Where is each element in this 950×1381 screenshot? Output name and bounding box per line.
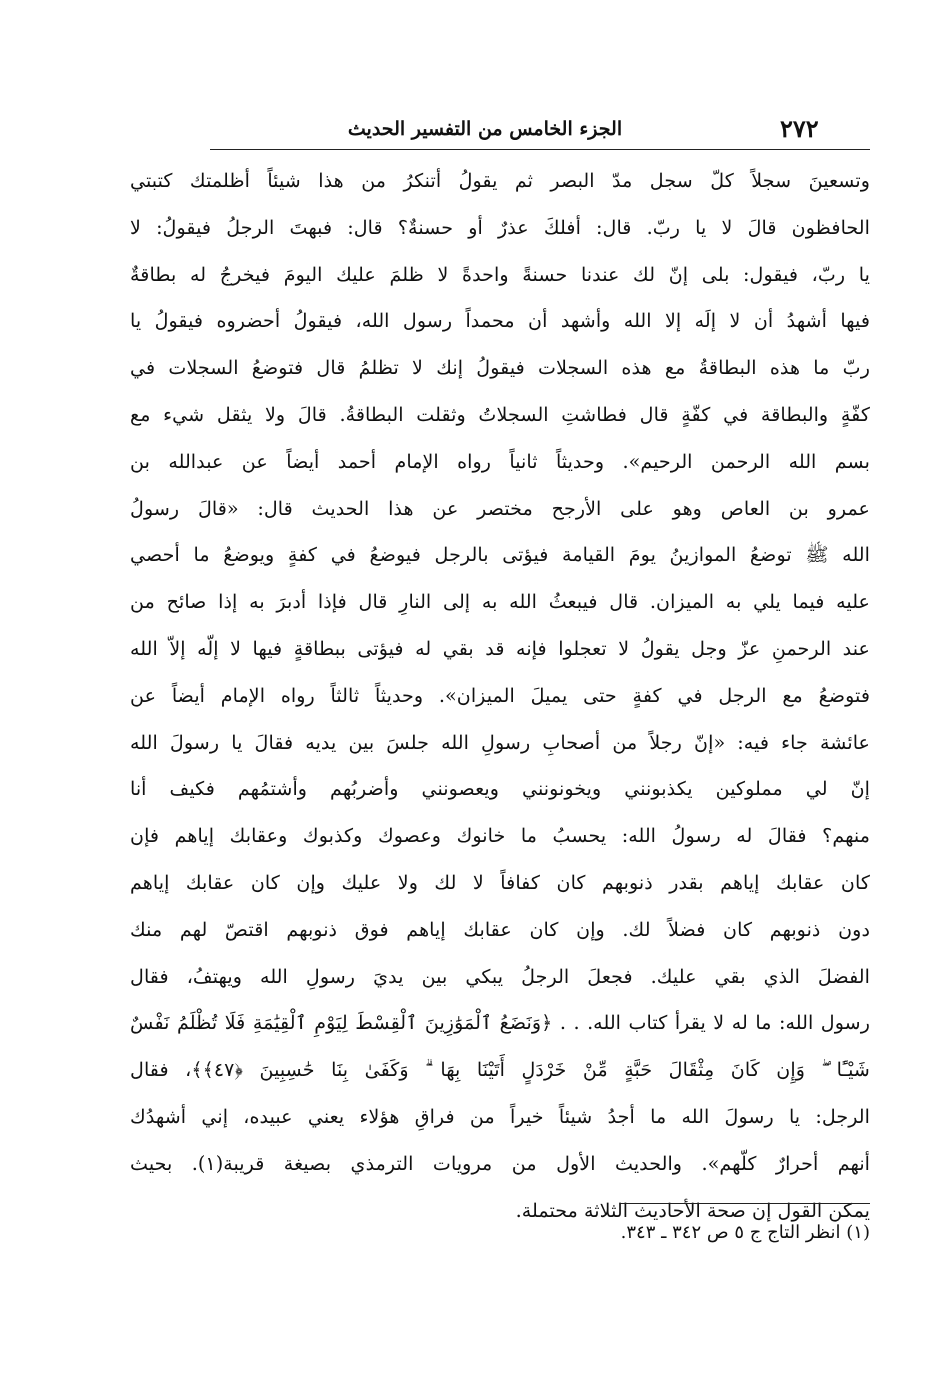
page-number: ٢٧٢ — [780, 114, 819, 143]
body-line: ربّ ما هذه البطاقةُ مع هذه السجلات فيقولُ إنك لا تظلمُ قال فتوضعُ السجلات في — [130, 356, 870, 380]
body-line: كفّةٍ والبطاقة في كفّةٍ قال فطاشتِ السجلاتُ وثقلت البطاقةُ. قالَ ولا يثقل شيء مع — [130, 402, 870, 426]
body-line: أنهم أحرارٌ كلّهم». والحديث الأول من مرويات الترمذي بصيغة قريبة(١). بحيث — [130, 1151, 870, 1175]
body-line: منهم؟ فقالَ له رسولُ الله: يحسبُ ما خانوك وعصوك وكذبوك وعقابك إياهم فإن — [130, 824, 870, 848]
body-text — [130, 158, 870, 1234]
body-line: الفضلَ الذي بقي عليك. فجعلَ الرجلُ يبكي بين يديَ رسولِ الله ويهتفُ، فقال — [130, 964, 870, 988]
body-line: فتوضعُ مع الرجل في كفةٍ حتى يميلَ الميزان». وحديثاً ثالثاً رواه الإمام أيضاً عن — [130, 683, 870, 707]
body-line: عمرو بن العاص وهو على الأرجح مختصر عن هذا الحديث قال: «قالَ رسولُ — [130, 496, 870, 520]
body-line: الحافظون قالَ لا يا ربّ. قال: أفلكَ عذرٌ أو حسنةٌ؟ قال: فبهتَ الرجلُ فيقولُ: لا — [130, 215, 870, 239]
quran-verse-line: رسول الله: ما له لا يقرأ كتاب الله. . . ﴿وَنَضَعُ ٱلْمَوَٰزِينَ ٱلْقِسْطَ لِيَوْمِ ٱلْقِيَٰمَةِ فَلَا تُظْلَمُ نَفْسٌ — [130, 1011, 870, 1035]
footnote: (١) انظر التاج ج ٥ ص ٣٤٢ ـ ٣٤٣. — [620, 1222, 870, 1243]
body-line: الرجل: يا رسولَ الله ما أجدُ شيئاً خيراً من فراقِ هؤلاء يعني عبيده، إني أشهدُك — [130, 1104, 870, 1128]
body-line: دون ذنوبهم كان فضلاً لك. وإن كان عقابك إياهم فوق ذنوبهم اقتصّ لهم منك — [130, 917, 870, 941]
quran-verse-line: شَيْـًٔا ۖ وَإِن كَانَ مِثْقَالَ حَبَّةٍ مِّنْ خَرْدَلٍ أَتَيْنَا بِهَا ۗ وَكَفَىٰ بِنَا حَٰسِبِينَ ﴿٤٧﴾﴾، فقال — [130, 1058, 870, 1082]
body-line: بسم الله الرحمن الرحيم». وحديثاً ثانياً رواه الإمام أحمد أيضاً عن عبدالله بن — [130, 449, 870, 473]
body-line: الله ﷺ توضعُ الموازينُ يومَ القيامة فيؤتى بالرجل فيوضعُ في كفةٍ ويوضعُ ما أحصي — [130, 543, 870, 567]
body-line: كان عقابك إياهم بقدر ذنوبهم كان كفافاً لا لك ولا عليك وإن كان عقابك إياهم — [130, 870, 870, 894]
body-line: يمكن القول إن صحة الأحاديث الثلاثة محتملة. — [515, 1198, 870, 1222]
page-header-title: الجزء الخامس من التفسير الحديث — [347, 118, 623, 140]
body-line: فيها أشهدُ أن لا إلَه إلا الله وأشهد أن محمداً رسول الله، فيقولُ أحضروه فيقولُ يا — [130, 309, 870, 333]
header-rule — [210, 149, 870, 150]
body-line: يا ربّ، فيقول: بلى إنّ لك عندنا حسنةً واحدةً لا ظلمَ عليك اليومَ فيخرجُ له بطاقةٌ — [130, 262, 870, 286]
body-line: عند الرحمنِ عزّ وجل يقولُ لا تعجلوا فإنه قد بقي له فيؤتى ببطاقةٍ فيها لا إلّه إلاّ الله — [130, 636, 870, 660]
body-line: وتسعينَ سجلاً كلّ سجل مدّ البصر ثم يقولُ أتنكرُ من هذا شيئاً أظلمتك كتبتي — [130, 169, 870, 192]
body-line: عليه فيما يلي به الميزان. قال فيبعثُ الله به إلى النارِ قال فإذا أدبرَ به إذا صائح من — [130, 590, 870, 614]
body-line: إنّ لي مملوكين يكذبونني ويخونونني ويعصونني وأضربُهم وأشتمُهم فكيف أنا — [130, 777, 870, 801]
body-line: عائشة جاء فيه: «إنّ رجلاً من أصحابِ رسولِ الله جلسَ بين يديه فقالَ يا رسولَ الله — [130, 730, 870, 754]
footnote-rule — [620, 1203, 870, 1204]
